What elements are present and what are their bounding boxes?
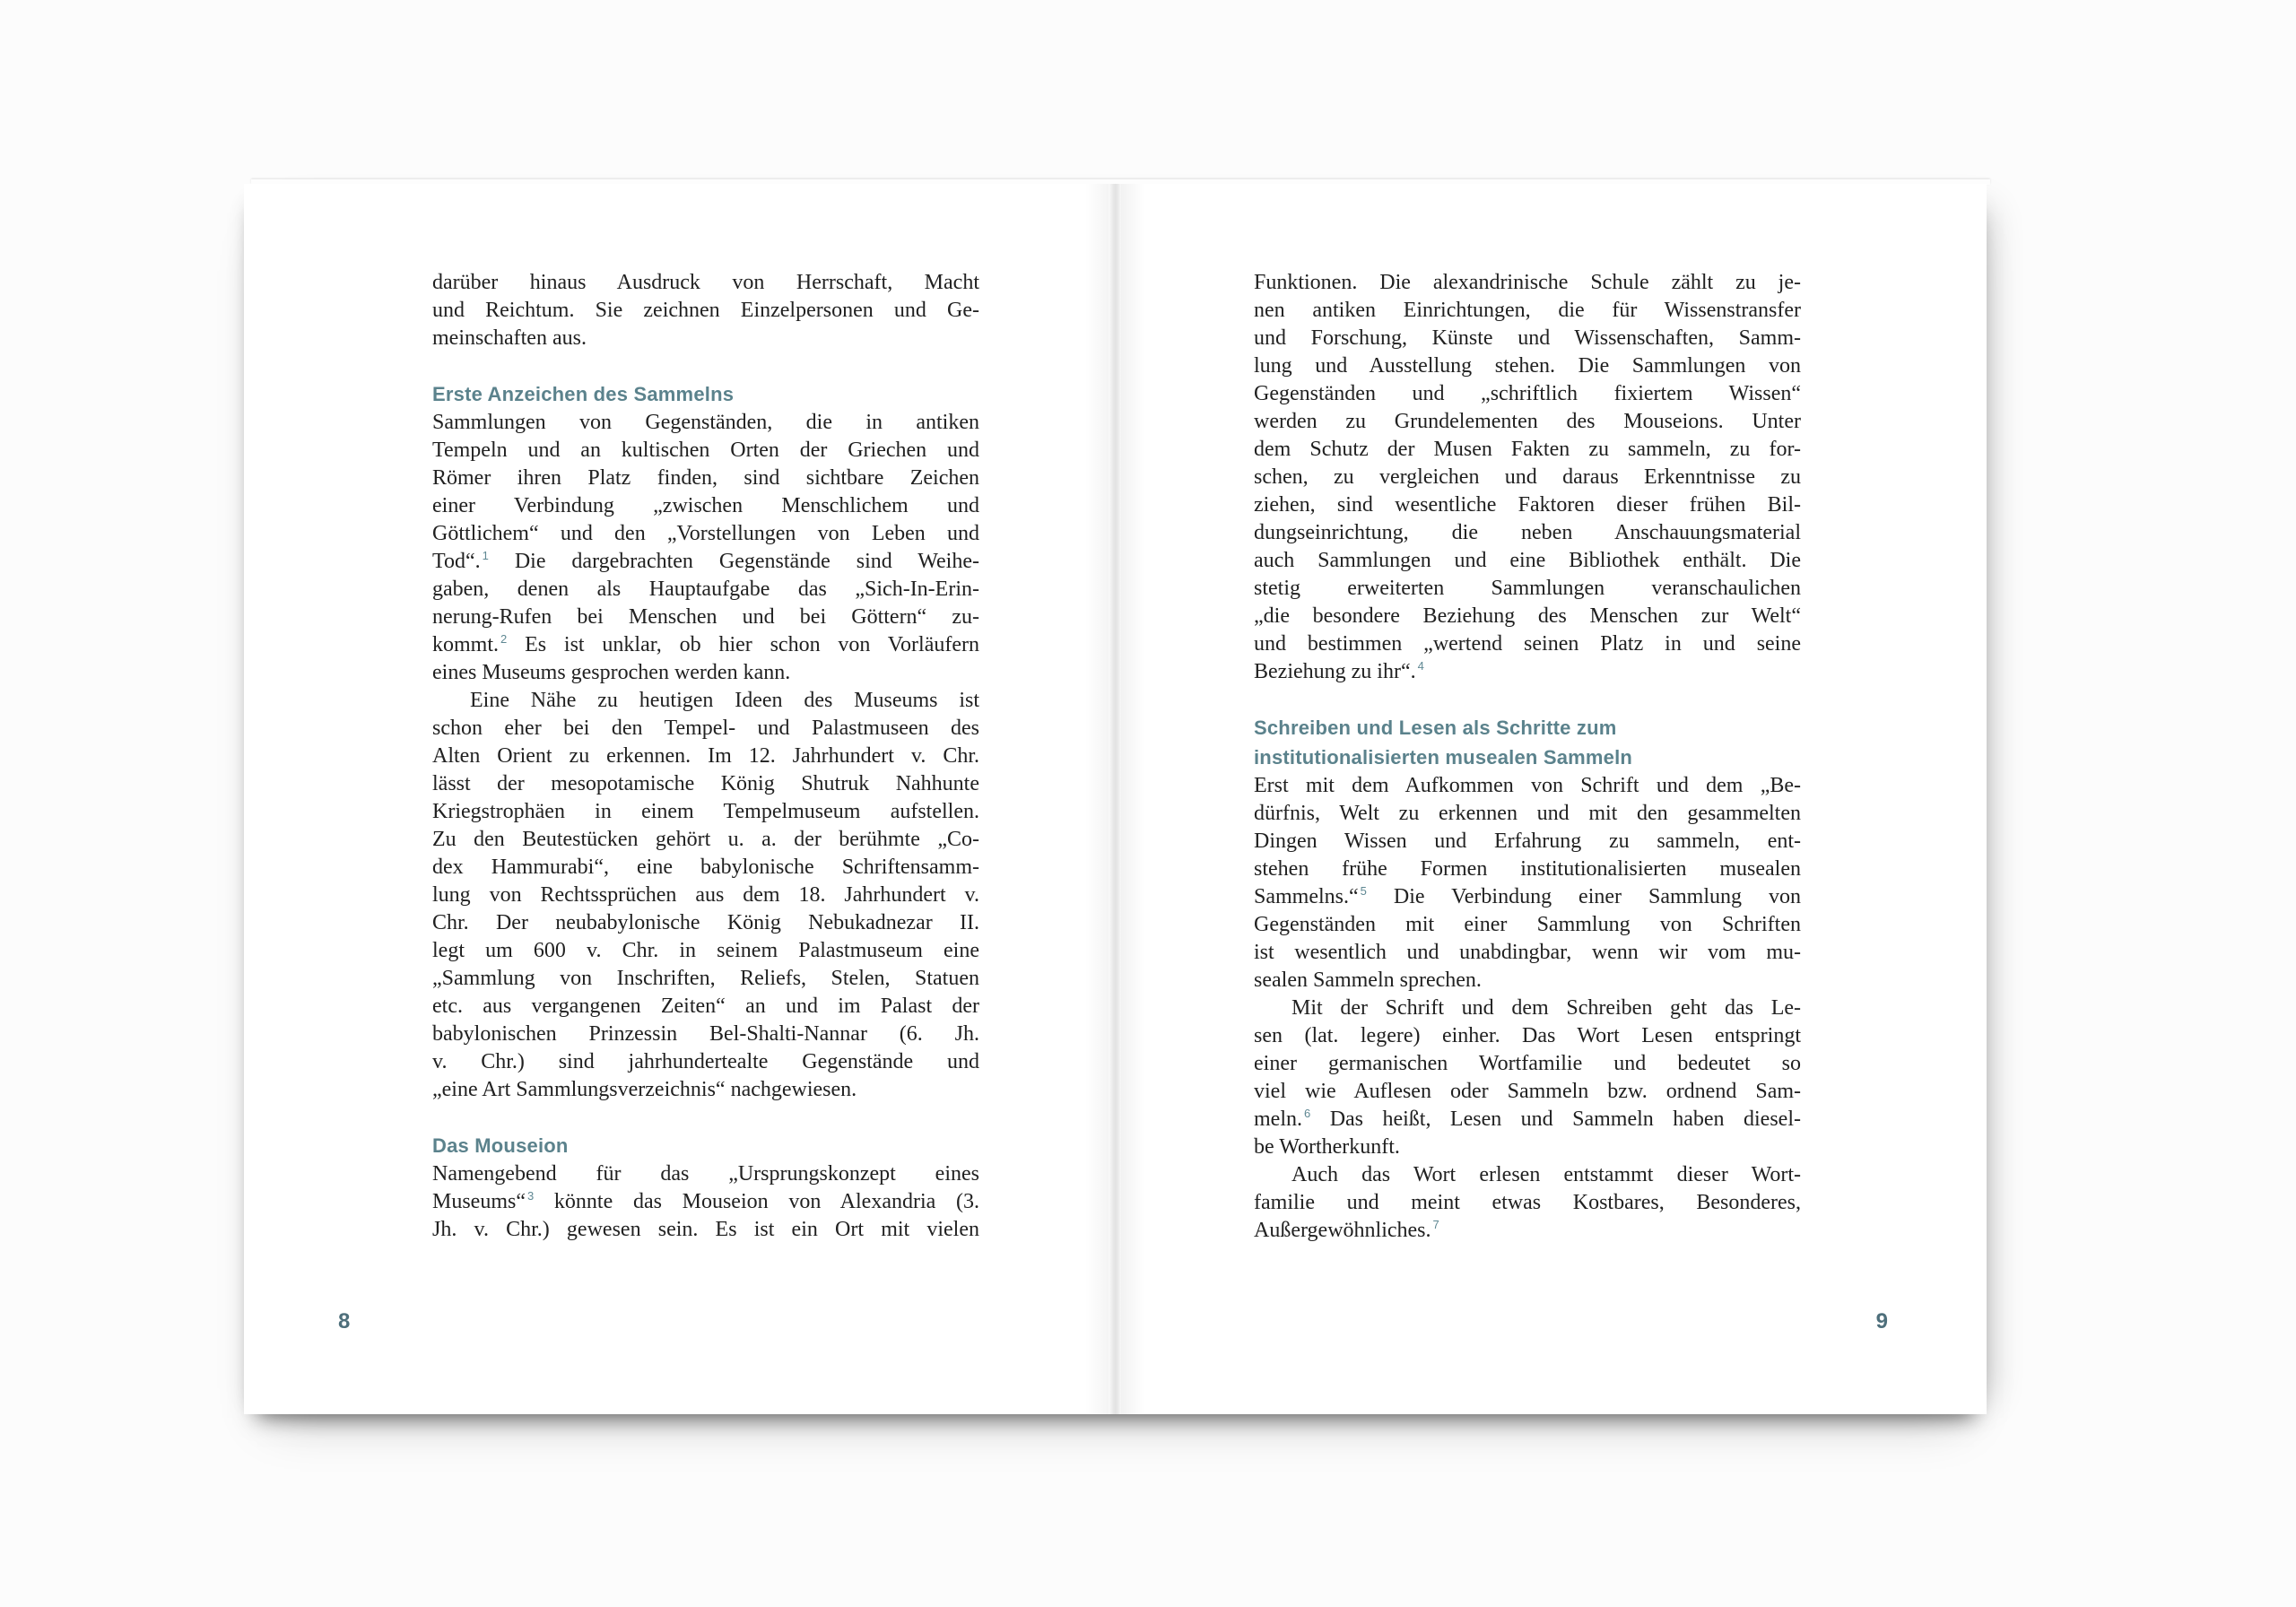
- page-left: [244, 184, 1109, 1414]
- page-number: 8: [338, 1309, 351, 1333]
- text-line: Dingen Wissen und Erfahrung zu sammeln, ent-: [1254, 830, 1801, 853]
- footnote-marker: 1: [482, 549, 489, 562]
- text-line: Mit der Schrift und dem Schreiben geht das Le-: [1292, 996, 1801, 1020]
- text-line: babylonischen Prinzessin Bel-Shalti-Nannar (6. Jh.: [432, 1022, 979, 1046]
- section-heading-block: [432, 1131, 979, 1160]
- text-line: Tod“. $^1$ Die dargebrachten Gegenstände sind Weihe-: [432, 549, 979, 573]
- text-line: Römer ihren Platz finden, sind sichtbare Zeichen: [432, 466, 979, 490]
- text-line: Funktionen. Die alexandrinische Schule zählt zu je-: [1254, 271, 1801, 294]
- text-line: Außergewöhnliches. $^7$: [1254, 1218, 1439, 1242]
- text-line: Auch das Wort erlesen entstammt dieser Wort-: [1292, 1163, 1801, 1186]
- text-line: Gegenständen mit einer Sammlung von Schriften: [1254, 913, 1801, 936]
- page-right: [1121, 184, 1987, 1414]
- text-line: „eine Art Sammlungsverzeichnis“ nachgewiesen.: [432, 1078, 857, 1101]
- text-line: sen (lat. legere) einher. Das Wort Lesen entspringt: [1254, 1024, 1801, 1047]
- text-line: sealen Sammeln sprechen.: [1254, 969, 1482, 992]
- text-line: lässt der mesopotamische König Shutruk Nahhunte: [432, 772, 979, 795]
- text-line: nen antiken Einrichtungen, die für Wissenstransfer: [1254, 299, 1801, 322]
- text-line: Jh. v. Chr.) gewesen sein. Es ist ein Ort mit vielen: [432, 1218, 979, 1241]
- footnote-marker: 5: [1360, 884, 1367, 898]
- text-line: Zu den Beutestücken gehört u. a. der berühmte „Co-: [432, 828, 979, 851]
- text-line: schon eher bei den Tempel- und Palastmuseen des: [432, 717, 979, 740]
- text-line: „Sammlung von Inschriften, Reliefs, Stelen, Statuen: [432, 967, 979, 990]
- text-line: und Forschung, Künste und Wissenschaften, Samm-: [1254, 326, 1801, 350]
- text-line: schen, zu vergleichen und daraus Erkenntnisse zu: [1254, 465, 1801, 489]
- book-spine: [1109, 184, 1121, 1414]
- text-line: und bestimmen „wertend seinen Platz in und seine: [1254, 632, 1801, 656]
- text-line: ist wesentlich und unabdingbar, wenn wir vom mu-: [1254, 941, 1801, 964]
- text-line: v. Chr.) sind jahrhundertealte Gegenstände und: [432, 1050, 979, 1073]
- section-heading: Das Mouseion: [432, 1134, 569, 1157]
- text-line: Sammelns.“ $^5$ Die Verbindung einer Sammlung von: [1254, 884, 1801, 908]
- section-heading: institutionalisierten musealen Sammeln: [1254, 746, 1633, 769]
- text-line: darüber hinaus Ausdruck von Herrschaft, Macht: [432, 271, 979, 294]
- text-line: werden zu Grundelementen des Mouseions. Unter: [1254, 410, 1801, 433]
- text-line: einer Verbindung „zwischen Menschlichem und: [432, 494, 979, 517]
- text-line: nerung-Rufen bei Menschen und bei Göttern“ zu-: [432, 605, 979, 629]
- text-line: dex Hammurabi“, eine babylonische Schriftensamm-: [432, 856, 979, 879]
- text-line: Alten Orient zu erkennen. Im 12. Jahrhundert v. Chr.: [432, 744, 979, 768]
- book-spread: [244, 184, 1987, 1414]
- text-line: familie und meint etwas Kostbares, Besonderes,: [1254, 1191, 1801, 1214]
- text-line: eines Museums gesprochen werden kann.: [432, 661, 791, 684]
- text-line: einer germanischen Wortfamilie und bedeutet so: [1254, 1052, 1801, 1075]
- text-line: dürfnis, Welt zu erkennen und mit den gesammelten: [1254, 802, 1801, 825]
- text-line: Tempeln und an kultischen Orten der Griechen und: [432, 439, 979, 462]
- text-line: und Reichtum. Sie zeichnen Einzelpersonen und Ge-: [432, 299, 979, 322]
- text-line: dungseinrichtung, die neben Anschauungsmaterial: [1254, 521, 1801, 544]
- text-line: auch Sammlungen und eine Bibliothek enthält. Die: [1254, 549, 1801, 572]
- text-line: Chr. Der neubabylonische König Nebukadnezar II.: [432, 911, 979, 934]
- footnote-marker: 3: [527, 1189, 535, 1203]
- text-line: Göttlichem“ und den „Vorstellungen von Leben und: [432, 522, 979, 545]
- text-line: meinschaften aus.: [432, 326, 587, 350]
- text-line: lung von Rechtssprüchen aus dem 18. Jahrhundert v.: [432, 883, 979, 907]
- page-number: 9: [1875, 1309, 1888, 1333]
- text-line: dem Schutz der Musen Fakten zu sammeln, zu for-: [1254, 438, 1801, 461]
- footnote-marker: 6: [1304, 1107, 1311, 1120]
- text-line: ziehen, sind wesentliche Faktoren dieser frühen Bil-: [1254, 493, 1801, 517]
- text-line: gaben, denen als Hauptaufgabe das „Sich-In-Erin-: [432, 578, 979, 601]
- text-line: viel wie Auflesen oder Sammeln bzw. ordnend Sam-: [1254, 1080, 1801, 1103]
- section-heading: Erste Anzeichen des Sammelns: [432, 383, 735, 405]
- text-line: Erst mit dem Aufkommen von Schrift und dem „Be-: [1254, 774, 1801, 797]
- text-line: stetig erweiterten Sammlungen veranschaulichen: [1254, 577, 1801, 600]
- text-line: Beziehung zu ihr“. $^4$: [1254, 659, 1424, 683]
- section-heading-block: [1254, 713, 1801, 772]
- text-line: „die besondere Beziehung des Menschen zur Welt“: [1254, 604, 1801, 628]
- section-heading-block: [432, 379, 979, 409]
- text-line: Namengebend für das „Ursprungskonzept eines: [432, 1162, 979, 1186]
- text-line: Eine Nähe zu heutigen Ideen des Museums ist: [470, 689, 979, 712]
- text-column-left: [432, 269, 979, 1244]
- section-heading: Schreiben und Lesen als Schritte zum: [1254, 717, 1617, 739]
- text-line: Kriegstrophäen in einem Tempelmuseum aufstellen.: [432, 800, 979, 823]
- text-column-right: [1254, 269, 1801, 1245]
- footnote-marker: 2: [500, 632, 508, 646]
- text-line: Sammlungen von Gegenständen, die in antiken: [432, 411, 979, 434]
- text-line: Gegenständen und „schriftlich fixiertem Wissen“: [1254, 382, 1801, 405]
- text-line: kommt. $^2$ Es ist unklar, ob hier schon von Vorläufern: [432, 632, 979, 656]
- footnote-marker: 4: [1417, 659, 1424, 673]
- text-line: lung und Ausstellung stehen. Die Sammlungen von: [1254, 354, 1801, 378]
- footnote-marker: 7: [1432, 1218, 1439, 1231]
- text-line: Museums“ $^3$ könnte das Mouseion von Alexandria (3.: [432, 1189, 979, 1213]
- text-line: legt um 600 v. Chr. in seinem Palastmuseum eine: [432, 939, 979, 962]
- text-line: stehen frühe Formen institutionalisierten musealen: [1254, 857, 1801, 881]
- text-line: be Wortherkunft.: [1254, 1135, 1400, 1159]
- text-line: meln. $^6$ Das heißt, Lesen und Sammeln haben diesel-: [1254, 1107, 1801, 1131]
- text-line: etc. aus vergangenen Zeiten“ an und im Palast der: [432, 995, 979, 1018]
